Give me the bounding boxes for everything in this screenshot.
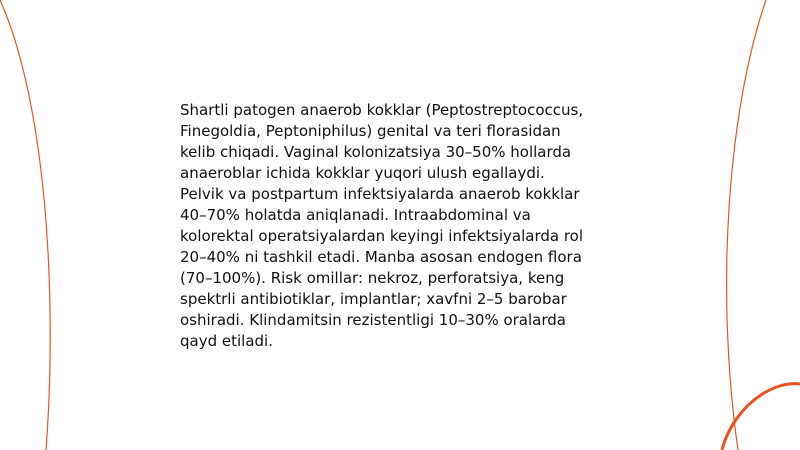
- left-arc-line: [0, 0, 50, 450]
- right-arc-line: [727, 0, 766, 450]
- body-paragraph: Shartli patogen anaerob kokklar (Peptostreptococcus, Finegoldia, Peptoniphilus) genital va teri florasidan kelib chiqadi. Vaginal kolonizatsiya 30–50% hollarda anaeroblar ichida kokklar yuqori ulush egallaydi. Pelvik va postpartum infektsiyalarda anaerob kokklar 40–70% holatda aniqlanadi. Intraabdominal va kolorektal operatsiyalardan keyingi infektsiyalarda rol 20–40% ni tashkil etadi. Manba asosan endogen flora (70–100%). Risk omillar: nekroz, perforatsiya, keng spektrli antibiotiklar, implantlar; xavfni 2–5 barobar oshiradi. Klindamitsin rezistentligi 10–30% oralarda qayd etiladi.: [180, 101, 584, 350]
